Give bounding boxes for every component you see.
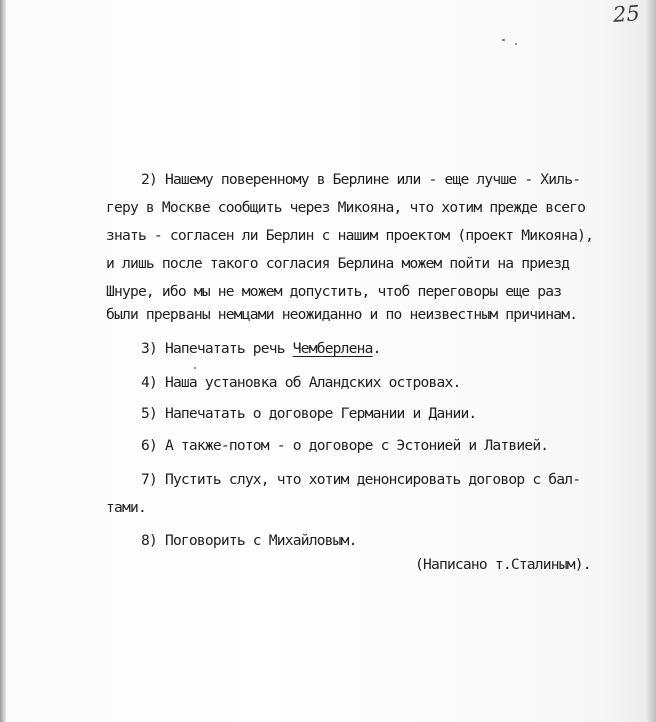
item-2-line: Шнуре, ибо мы не можем допустить, чтоб переговоры еще раз (106, 283, 562, 300)
item-5: 5) Напечатать о договоре Германии и Дании. (141, 405, 477, 422)
signature-note: (Написано т.Сталиным). (415, 556, 591, 573)
item-3-suffix: . (372, 340, 381, 357)
item-6: 6) А также-потом - о договоре с Эстонией и Латвией. (141, 437, 549, 454)
item-3-underlined-name: Чемберлена (292, 340, 373, 357)
item-4: 4) Наша установка об Аландских островах. (141, 374, 461, 391)
item-2-line: знать - согласен ли Берлин с нашим проектом (проект Микояна), (106, 227, 594, 244)
page-left-edge-shadow (0, 0, 6, 722)
item-2-line: и лишь после такого согласия Берлина можем пойти на приезд (106, 255, 570, 272)
item-2-line: геру в Москве сообщить через Микояна, что хотим прежде всего (106, 199, 586, 216)
item-2-line: 2) Нашему поверенному в Берлине или - еще лучше - Хиль- (141, 171, 581, 188)
item-3-prefix: 3) Напечатать речь (141, 340, 293, 357)
page-number: 25 (612, 1, 641, 27)
ink-speck (194, 367, 196, 369)
item-3 (141, 340, 381, 358)
ink-speck (515, 43, 517, 45)
item-8: 8) Поговорить с Михайловым. (141, 532, 357, 549)
item-7-line: тами. (106, 499, 146, 516)
ink-speck (502, 39, 505, 41)
page-right-edge-shadow (644, 0, 656, 722)
item-7-line: 7) Пустить слух, что хотим денонсировать договор с бал- (141, 471, 581, 488)
item-2-line: были прерваны немцами неожиданно и по неизвестным причинам. (106, 306, 578, 323)
